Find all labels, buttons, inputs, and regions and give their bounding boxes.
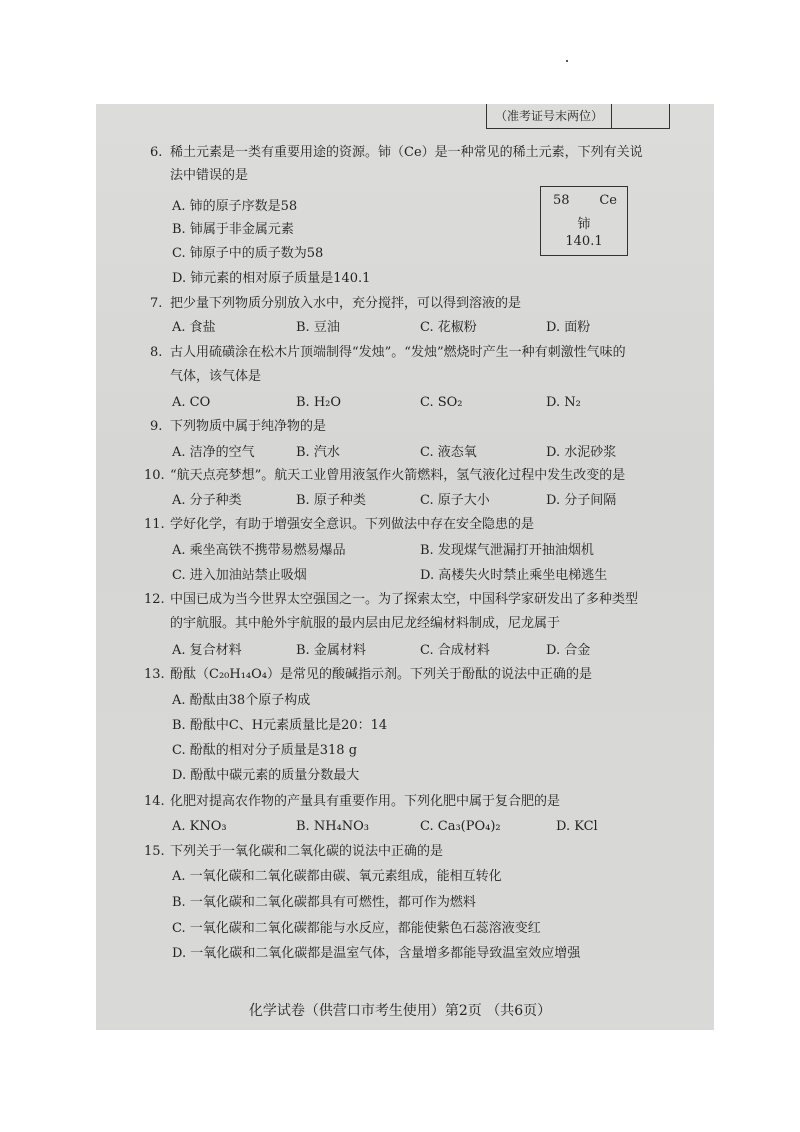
element-name: 铈 <box>577 217 591 232</box>
stray-mark <box>566 60 568 62</box>
question-text: 稀土元素是一类有重要用途的资源。铈（Ce）是一种常见的稀土元素，下列有关说 <box>170 145 643 160</box>
question-number: 6. <box>150 145 163 160</box>
question-text: 化肥对提高农作物的产量具有重要作用。下列化肥中属于复合肥的是 <box>170 794 561 809</box>
option: A. 酚酞由38个原子构成 <box>172 693 311 708</box>
question-13 <box>144 665 592 685</box>
option: C. 合成材料 <box>420 643 490 658</box>
question-8 <box>150 343 626 363</box>
option: A. 一氧化碳和二氧化碳都由碳、氧元素组成，能相互转化 <box>172 869 502 884</box>
option: C. 原子大小 <box>420 493 490 508</box>
option: B. NH₄NO₃ <box>296 819 369 834</box>
question-number: 8. <box>150 345 163 360</box>
exam-id-box <box>486 104 670 129</box>
periodic-element-box <box>540 186 628 256</box>
question-text-cont: 的宇航服。其中舱外宇航服的最内层由尼龙经编材料制成，尼龙属于 <box>170 616 561 631</box>
option: D. 分子间隔 <box>546 493 617 508</box>
question-text: 下列物质中属于纯净物的是 <box>170 419 327 434</box>
option: C. 铈原子中的质子数为58 <box>172 246 324 261</box>
question-text-cont: 气体，该气体是 <box>170 369 262 384</box>
option: C. 花椒粉 <box>420 320 477 335</box>
question-number: 11. <box>144 517 165 532</box>
question-12 <box>144 590 638 610</box>
option: B. H₂O <box>296 395 342 410</box>
option: D. 水泥砂浆 <box>546 445 617 460</box>
question-text: 学好化学，有助于增强安全意识。下列做法中存在安全隐患的是 <box>170 517 535 532</box>
option: B. 发现煤气泄漏打开抽油烟机 <box>420 543 594 558</box>
option: B. 豆油 <box>296 320 340 335</box>
question-text: 酚酞（C₂₀H₁₄O₄）是常见的酸碱指示剂。下列关于酚酞的说法中正确的是 <box>170 667 592 682</box>
option: B. 金属材料 <box>296 643 366 658</box>
question-9 <box>150 417 326 437</box>
option: A. 分子种类 <box>172 493 242 508</box>
option: C. SO₂ <box>420 395 463 410</box>
option: D. 合金 <box>546 643 591 658</box>
question-7 <box>150 294 521 314</box>
element-symbol: Ce <box>599 193 617 208</box>
option: B. 铈属于非金属元素 <box>172 222 294 237</box>
option: B. 一氧化碳和二氧化碳都具有可燃性，都可作为燃料 <box>172 895 476 910</box>
question-text-cont: 法中错误的是 <box>170 168 249 183</box>
question-10 <box>144 466 625 486</box>
option: B. 原子种类 <box>296 493 366 508</box>
option: C. 酚酞的相对分子质量是318 g <box>172 743 358 758</box>
page-footer: 化学试卷（供营口市考生使用）第2页 （共6页） <box>248 1003 552 1019</box>
question-text: 把少量下列物质分别放入水中，充分搅拌，可以得到溶液的是 <box>170 296 522 311</box>
option: A. CO <box>172 395 211 410</box>
question-number: 7. <box>150 296 163 311</box>
question-15 <box>144 842 443 862</box>
option: D. KCl <box>556 819 598 834</box>
question-number: 13. <box>144 667 165 682</box>
option: C. Ca₃(PO₄)₂ <box>420 819 501 834</box>
question-text: 中国已成为当今世界太空强国之一。为了探索太空，中国科学家研发出了多种类型 <box>170 592 639 607</box>
option: D. 酚酞中碳元素的质量分数最大 <box>172 768 360 783</box>
atomic-mass: 140.1 <box>565 234 603 249</box>
option: D. 铈元素的相对原子质量是140.1 <box>172 271 371 286</box>
option: B. 汽水 <box>296 445 340 460</box>
option: C. 进入加油站禁止吸烟 <box>172 568 307 583</box>
option: C. 液态氧 <box>420 445 477 460</box>
option: C. 一氧化碳和二氧化碳都能与水反应，都能使紫色石蕊溶液变红 <box>172 921 541 936</box>
option: A. 食盐 <box>172 320 216 335</box>
option: A. 乘坐高铁不携带易燃易爆品 <box>172 543 346 558</box>
question-text: “航天点亮梦想”。航天工业曾用液氢作火箭燃料，氢气液化过程中发生改变的是 <box>170 468 626 483</box>
option: D. 面粉 <box>546 320 591 335</box>
question-number: 10. <box>144 468 165 483</box>
option: D. N₂ <box>546 395 581 410</box>
question-14 <box>144 792 560 812</box>
option: D. 一氧化碳和二氧化碳都是温室气体，含量增多都能导致温室效应增强 <box>172 946 581 961</box>
question-number: 12. <box>144 592 165 607</box>
question-number: 9. <box>150 419 163 434</box>
question-number: 14. <box>144 794 165 809</box>
question-text: 古人用硫磺涂在松木片顶端制得“发烛”。“发烛”燃烧时产生一种有刺激性气味的 <box>170 345 626 360</box>
question-number: 15. <box>144 844 165 859</box>
option: B. 酚酞中C、H元素质量比是20：14 <box>172 718 388 733</box>
exam-id-label: （准考证号末两位） <box>487 104 612 128</box>
question-text: 下列关于一氧化碳和二氧化碳的说法中正确的是 <box>170 844 444 859</box>
option: A. 洁净的空气 <box>172 445 255 460</box>
atomic-number: 58 <box>553 193 570 208</box>
question-6 <box>150 143 643 163</box>
question-11 <box>144 515 534 535</box>
option: A. 复合材料 <box>172 643 242 658</box>
option: A. KNO₃ <box>172 819 227 834</box>
option: A. 铈的原子序数是58 <box>172 199 298 214</box>
option: D. 高楼失火时禁止乘坐电梯逃生 <box>420 568 608 583</box>
